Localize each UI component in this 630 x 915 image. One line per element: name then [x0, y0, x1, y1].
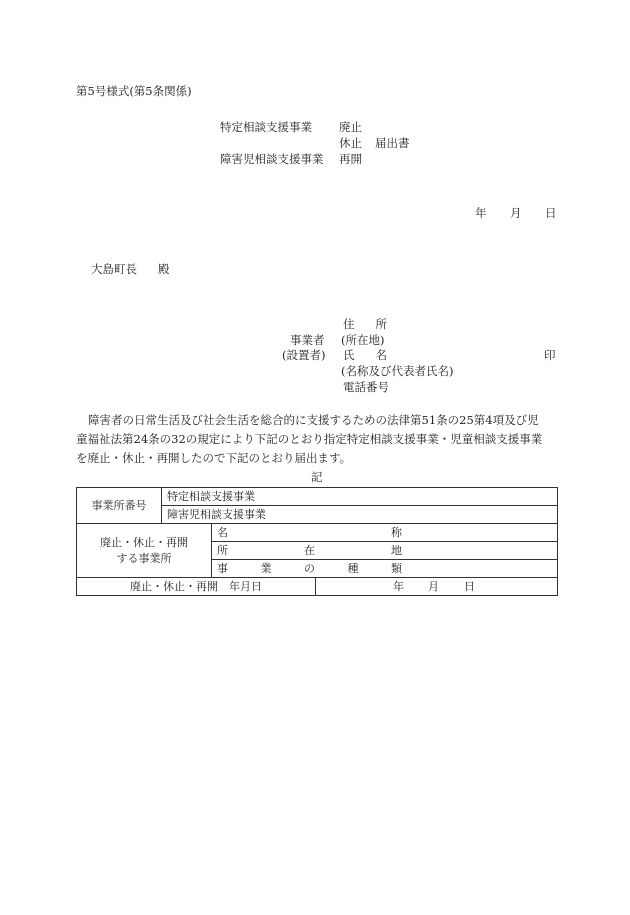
- office-name-char-1: 名: [217, 526, 228, 539]
- office-type-char-5: 類: [391, 562, 402, 575]
- body-line-2: 童福祉法第24条の32の規定により下記のとおり指定特定相談支援事業・児童相談支援事業: [76, 432, 543, 446]
- title-notification: 届出書: [375, 136, 410, 150]
- office-location-char-1: 所: [217, 544, 228, 557]
- date-month: 月: [510, 206, 522, 220]
- title-specific-consultation: 特定相談支援事業: [220, 120, 312, 134]
- office-type-char-1: 事: [217, 562, 228, 575]
- office-location-char-2: 在: [304, 544, 315, 557]
- office-label: [77, 524, 212, 578]
- office-type-char-3: の: [304, 562, 315, 575]
- name-char-2: 名: [375, 348, 387, 362]
- body-line-1: 障害者の日常生活及び社会生活を総合的に支援するための法律第51条の25第4項及び児: [88, 413, 539, 427]
- office-number-specific: 特定相談支援事業: [162, 488, 558, 506]
- office-label-line-2: する事業所: [116, 551, 172, 565]
- office-number-child: 障害児相談支援事業: [162, 506, 558, 524]
- date-field-label: 廃止・休止・再開 年月日: [77, 578, 316, 596]
- name-label: [343, 350, 387, 362]
- office-number-label: 事業所番号: [77, 488, 162, 524]
- office-name-row: [212, 524, 558, 542]
- phone-label: 電話番号: [343, 380, 389, 394]
- seal-mark: 印: [544, 348, 556, 362]
- address-char-2: 所: [375, 317, 387, 331]
- office-location-row: [212, 542, 558, 560]
- title-abolition: 廃止: [339, 120, 362, 134]
- name-sub-label: (名称及び代表者氏名): [341, 364, 454, 378]
- office-type-char-4: 種: [347, 562, 359, 575]
- address-sub-label: (所在地): [341, 333, 385, 347]
- notification-table: [76, 487, 558, 596]
- establisher-label: (設置者): [282, 348, 326, 362]
- title-child-consultation: 障害児相談支援事業: [220, 152, 324, 166]
- operator-label: 事業者: [290, 333, 325, 347]
- title-suspension: 休止: [339, 136, 362, 150]
- date-field-day: 日: [464, 580, 475, 593]
- office-label-line-1: 廃止・休止・再開: [100, 536, 188, 550]
- addressee: 大島町長: [91, 262, 137, 276]
- office-type-row: [212, 560, 558, 578]
- address-char-1: 住: [343, 317, 355, 331]
- body-line-3: を廃止・休止・再開したので下記のとおり届出ます。: [76, 451, 352, 465]
- date-year: 年: [475, 206, 487, 220]
- form-number: 第5号様式(第5条関係): [76, 84, 192, 98]
- date-field-month: 月: [428, 580, 439, 593]
- name-char-1: 氏: [343, 348, 355, 362]
- office-location-char-3: 地: [391, 544, 402, 557]
- ki-heading: 記: [311, 470, 323, 484]
- honorific: 殿: [158, 262, 170, 276]
- date-day: 日: [545, 206, 557, 220]
- date-field-year: 年: [393, 580, 404, 593]
- address-label: [343, 319, 387, 331]
- title-resumption: 再開: [339, 152, 362, 166]
- office-name-char-2: 称: [391, 526, 402, 539]
- office-type-char-2: 業: [260, 562, 272, 575]
- date-field-value[interactable]: [316, 578, 558, 596]
